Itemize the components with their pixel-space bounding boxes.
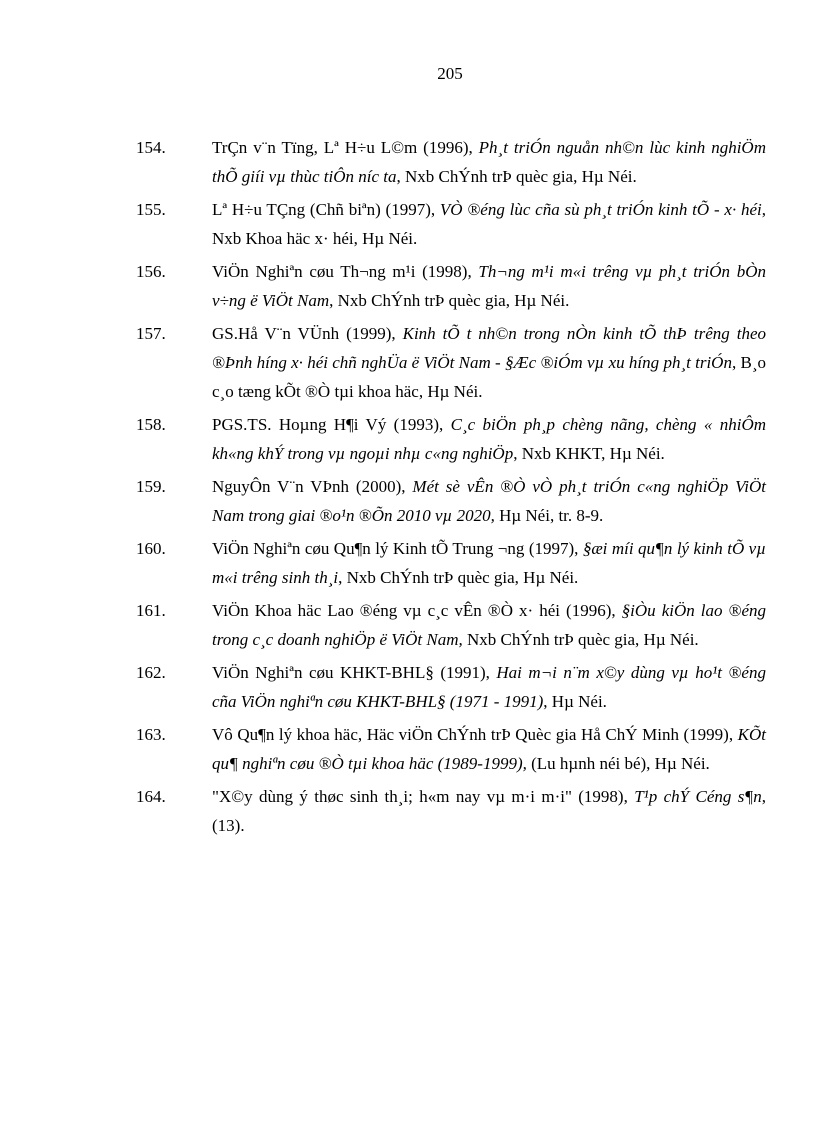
reference-title: T¹p chÝ Céng s¶n	[634, 787, 762, 806]
reference-author: ViÖn Nghiªn cøu KHKT-BHL§ (1991),	[212, 663, 497, 682]
page-number: 205	[437, 64, 463, 83]
reference-number: 154.	[136, 138, 166, 157]
reference-title: Ph¸t triÓn nguån nh©n lùc kinh nghiÖm thÕ giíi vµ thùc tiÔn níc ta	[212, 138, 766, 186]
reference-number: 162.	[136, 663, 166, 682]
reference-publisher: , Nxb ChÝnh trÞ quèc gia, Hµ Néi.	[329, 291, 570, 310]
reference-author: "X©y dùng ý thøc sinh th¸i; h«m nay vµ m·i m·i" (1998),	[212, 787, 635, 806]
reference-publisher: , Nxb ChÝnh trÞ quèc gia, Hµ Néi.	[338, 568, 579, 587]
reference-publisher: Hµ Néi, tr. 8-9.	[494, 506, 604, 525]
reference-number: 159.	[136, 477, 166, 496]
reference-publisher: , Nxb ChÝnh trÞ quèc gia, Hµ Néi.	[396, 167, 637, 186]
reference-item	[136, 720, 766, 778]
reference-item	[136, 195, 766, 253]
reference-author: PGS.TS. Hoµng H¶i Vý (1993),	[212, 415, 451, 434]
reference-publisher: (Lu hµnh néi bé), Hµ Néi.	[526, 754, 710, 773]
reference-item	[136, 133, 766, 191]
reference-title: C¸c biÖn ph¸p chèng nãng, chèng « nhiÔm kh«ng khÝ trong vµ ngoµi nhµ c«ng nghiÖp	[212, 415, 766, 463]
reference-title: Hai m¬i n¨m x©y dùng vµ ho¹t ®éng cña ViÖn nghiªn cøu KHKT-BHL§ (1971 - 1991)	[212, 663, 766, 711]
reference-author: GS.Hå V¨n VÜnh (1999),	[212, 324, 403, 343]
reference-title: VÒ ®éng lùc cña sù ph¸t triÓn kinh tÕ - x· héi	[439, 200, 762, 219]
reference-number: 157.	[136, 324, 166, 343]
reference-number: 163.	[136, 725, 166, 744]
reference-publisher: , (13).	[212, 787, 766, 835]
reference-publisher: , Hµ Néi.	[543, 692, 607, 711]
reference-author: TrÇn v¨n Tïng, Lª H÷u L©m (1996),	[212, 138, 479, 157]
reference-number: 155.	[136, 200, 166, 219]
reference-number: 158.	[136, 415, 166, 434]
reference-title: Mét sè vÊn ®Ò vÒ ph¸t triÓn c«ng nghiÖp ViÖt Nam trong giai ®o¹n ®Õn 2010 vµ 2020,	[212, 477, 766, 525]
reference-title: KÕt qu¶ nghiªn cøu ®Ò tµi khoa häc (1989-1999),	[212, 725, 766, 773]
reference-publisher: , Nxb KHKT, Hµ Néi.	[513, 444, 665, 463]
reference-item	[136, 257, 766, 315]
reference-author: ViÖn Khoa häc Lao ®éng vµ c¸c vÊn ®Ò x· héi (1996),	[212, 601, 622, 620]
reference-item	[136, 596, 766, 654]
reference-item	[136, 534, 766, 592]
reference-publisher: Nxb ChÝnh trÞ quèc gia, Hµ Néi.	[462, 630, 699, 649]
reference-item	[136, 319, 766, 406]
reference-publisher: , Nxb Khoa häc x· héi, Hµ Néi.	[212, 200, 766, 248]
reference-list	[136, 133, 766, 844]
reference-title: §iÒu kiÖn lao ®éng trong c¸c doanh nghiÖp ë ViÖt Nam,	[212, 601, 767, 649]
reference-author: ViÖn Nghiªn cøu Th¬ng m¹i (1998),	[212, 262, 479, 281]
reference-item	[136, 782, 766, 840]
reference-author: Lª H÷u TÇng (Chñ biªn) (1997),	[212, 200, 440, 219]
reference-title: Th¬ng m¹i m«i trêng vµ ph¸t triÓn bÒn v÷ng ë ViÖt Nam	[212, 262, 766, 310]
reference-title: §æi míi qu¶n lý kinh tÕ vµ m«i trêng sinh th¸i	[212, 539, 766, 587]
reference-title: Kinh tÕ t nh©n trong nÒn kinh tÕ thÞ trêng theo ®Þnh híng x· héi chñ nghÜa ë ViÖt Nam - §Æc ®iÓm vµ xu híng ph¸t triÓn	[212, 324, 766, 372]
reference-item	[136, 410, 766, 468]
reference-author: Vô Qu¶n lý khoa häc, Häc viÖn ChÝnh trÞ Quèc gia Hå ChÝ Minh (1999),	[212, 725, 738, 744]
reference-number: 161.	[136, 601, 166, 620]
reference-author: NguyÔn V¨n VÞnh (2000),	[212, 477, 413, 496]
reference-publisher: , B¸o c¸o tæng kÕt ®Ò tµi khoa häc, Hµ Néi.	[212, 353, 767, 401]
reference-item	[136, 658, 766, 716]
reference-number: 164.	[136, 787, 166, 806]
reference-number: 156.	[136, 262, 166, 281]
reference-item	[136, 472, 766, 530]
reference-author: ViÖn Nghiªn cøu Qu¶n lý Kinh tÕ Trung ¬ng (1997),	[212, 539, 583, 558]
reference-number: 160.	[136, 539, 166, 558]
